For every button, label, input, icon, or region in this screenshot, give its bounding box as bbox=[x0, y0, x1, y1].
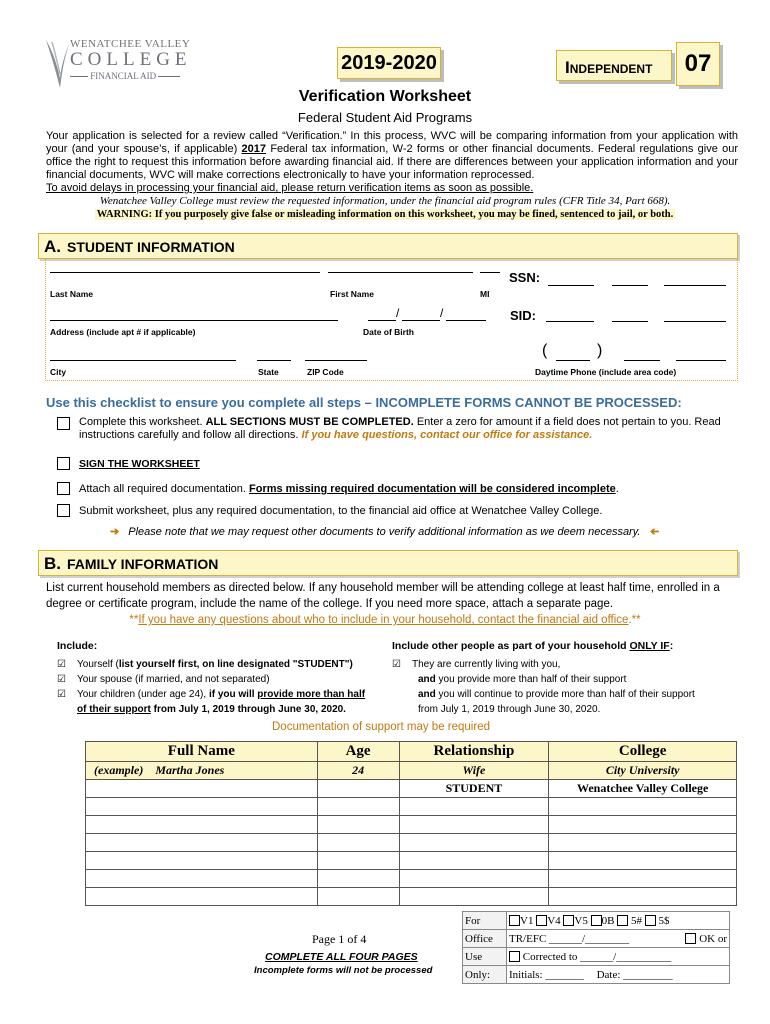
dob-month[interactable] bbox=[368, 320, 396, 321]
checkbox-sign[interactable] bbox=[57, 457, 70, 470]
zip-input[interactable] bbox=[305, 360, 367, 361]
table-row bbox=[86, 870, 737, 888]
logo-swoosh-icon bbox=[42, 38, 72, 90]
ssn-part2[interactable] bbox=[612, 285, 648, 286]
table-row bbox=[86, 798, 737, 816]
phone-part1[interactable] bbox=[624, 360, 660, 361]
family-contact-note: **If you have any questions about who to include in your household, contact the financial aid office.** bbox=[129, 614, 641, 626]
last-name-label: Last Name bbox=[50, 289, 93, 299]
check-icon: ☑ bbox=[57, 689, 66, 700]
table-row-student: STUDENT Wenatchee Valley College bbox=[86, 780, 737, 798]
form-number: 07 bbox=[684, 50, 712, 77]
table-header-row bbox=[86, 742, 737, 762]
logo-line2: COLLEGE bbox=[70, 49, 192, 70]
other-people-label: Include other people as part of your household ONLY IF: bbox=[392, 640, 674, 652]
family-description: List current household members as directed below. If any household member will be attending college at least half time, enrolled in a degree or certificate program, include the name of the college. If you need more space, attach a separate page. bbox=[46, 582, 720, 610]
zip-label: ZIP Code bbox=[307, 367, 344, 377]
checkbox-complete[interactable] bbox=[57, 417, 70, 430]
dob-label: Date of Birth bbox=[363, 327, 414, 337]
table-row bbox=[86, 888, 737, 906]
year-badge bbox=[337, 47, 441, 79]
ssn-part1[interactable] bbox=[548, 285, 594, 286]
family-table bbox=[85, 741, 737, 906]
corrected-checkbox[interactable] bbox=[509, 951, 520, 962]
form-number-badge bbox=[676, 42, 720, 86]
state-input[interactable] bbox=[257, 360, 291, 361]
status-text: INDEPENDENT bbox=[565, 58, 653, 77]
check-icon: ☑ bbox=[57, 674, 66, 685]
intro-italic: Wenatchee Valley College must review the requested information, under the financial aid program rules (CFR Title 34, Part 668). bbox=[99, 195, 671, 207]
check-icon: ☑ bbox=[392, 659, 401, 670]
page-title: Verification Worksheet bbox=[298, 88, 472, 105]
year-text: 2019-2020 bbox=[341, 52, 437, 74]
v1-checkbox[interactable] bbox=[509, 915, 520, 926]
warning-text: WARNING: If you purposely give false or misleading information on this worksheet, you may be fined, sentenced to jail, or both. bbox=[96, 209, 674, 220]
complete-all-pages: COMPLETE ALL FOUR PAGES bbox=[265, 951, 418, 963]
checklist-heading: Use this checklist to ensure you complete all steps – INCOMPLETE FORMS CANNOT BE PROCESSED: bbox=[46, 395, 682, 410]
office-use-box: For V1 V4 V5 0B 5# 5$ Office TR/EFC ______/________ OK or Use Corrected to ______/__________ Only: Initials: _______ Date: _________ bbox=[462, 911, 730, 984]
incomplete-note: Incomplete forms will not be processed bbox=[254, 965, 433, 976]
documentation-note: Documentation of support may be required bbox=[272, 721, 490, 733]
phone-label: Daytime Phone (include area code) bbox=[535, 367, 677, 377]
intro-paragraph: Your application is selected for a review called “Verification.” In this process, WVC will be comparing information from your application with your (and your spouse’s, if applicable) 2017 Federal tax information, W-2 forms or other financial documents. Federal regulations give our office the right to request this information before awarding financial aid. If there are differences between your application information and your financial documents, WVC will make corrections electronically to have your information reprocessed. To avoid delays in processing your financial aid, please return verification items as soon as possible. bbox=[46, 130, 738, 194]
ok-checkbox[interactable] bbox=[685, 933, 696, 944]
table-row bbox=[86, 834, 737, 852]
dob-year[interactable] bbox=[446, 320, 486, 321]
phone-part2[interactable] bbox=[676, 360, 726, 361]
table-row bbox=[86, 852, 737, 870]
page-number: Page 1 of 4 bbox=[312, 932, 367, 946]
arrow-left-icon: ➔ bbox=[649, 526, 659, 538]
col-college: College bbox=[549, 742, 737, 762]
logo-line1: WENATCHEE VALLEY bbox=[70, 38, 191, 50]
logo-line3: FINANCIAL AID bbox=[70, 71, 180, 81]
0b-checkbox[interactable] bbox=[591, 915, 602, 926]
first-name-input[interactable] bbox=[328, 272, 473, 273]
col-full-name: Full Name bbox=[86, 742, 318, 762]
col-relationship: Relationship bbox=[399, 742, 549, 762]
ssn-part3[interactable] bbox=[664, 285, 726, 286]
first-name-label: First Name bbox=[330, 289, 374, 299]
dob-day[interactable] bbox=[402, 320, 440, 321]
mi-input[interactable] bbox=[480, 272, 500, 273]
address-label: Address (include apt # if applicable) bbox=[50, 327, 196, 337]
status-badge bbox=[556, 50, 672, 81]
college-logo bbox=[42, 38, 202, 88]
other-people-list: ☑ They are currently living with you, and you provide more than half of their support and you will continue to provide more than half of their support from July 1, 2019 through June 30, 2020. bbox=[392, 659, 695, 715]
5hash-checkbox[interactable] bbox=[617, 915, 628, 926]
section-b-header: B. FAMILY INFORMATION bbox=[38, 550, 738, 576]
arrow-right-icon: ➔ bbox=[110, 526, 120, 538]
area-code-input[interactable] bbox=[556, 360, 590, 361]
address-input[interactable] bbox=[50, 320, 338, 321]
checkbox-submit[interactable] bbox=[57, 504, 70, 517]
checklist-note: ➔ Please note that we may request other documents to verify additional information as we deem necessary. ➔ bbox=[110, 526, 659, 538]
state-label: State bbox=[258, 367, 279, 377]
include-label: Include: bbox=[57, 640, 98, 652]
sid-part3[interactable] bbox=[664, 321, 726, 322]
section-a-header: A. STUDENT INFORMATION bbox=[38, 233, 738, 259]
sid-part2[interactable] bbox=[612, 321, 648, 322]
v4-checkbox[interactable] bbox=[536, 915, 547, 926]
city-label: City bbox=[50, 367, 67, 377]
5dollar-checkbox[interactable] bbox=[645, 915, 656, 926]
v5-checkbox[interactable] bbox=[563, 915, 574, 926]
checkbox-attach[interactable] bbox=[57, 482, 70, 495]
city-input[interactable] bbox=[50, 360, 236, 361]
col-age: Age bbox=[317, 742, 399, 762]
ssn-label: SSN: bbox=[509, 270, 541, 285]
include-list: ☑ Yourself (list yourself first, on line designated "STUDENT") ☑ Your spouse (if married, and not separated) ☑ Your children (under age 24), if you will provide more than half of their support from July 1, 2019 through June 30, 2020. bbox=[57, 659, 366, 715]
last-name-input[interactable] bbox=[50, 272, 320, 273]
checklist-item-1: Complete this worksheet. ALL SECTIONS MUST BE COMPLETED. Enter a zero for amount if a field does not pertain to you. Read instructions carefully and follow all directions. If you have questions, contact our office for assistance. bbox=[57, 416, 747, 442]
table-row bbox=[86, 816, 737, 834]
table-row-example: (example) Martha Jones 24 Wife City University bbox=[86, 762, 737, 780]
sid-part1[interactable] bbox=[546, 321, 594, 322]
check-icon: ☑ bbox=[57, 659, 66, 670]
mi-label: MI bbox=[480, 289, 490, 299]
page-subtitle: Federal Student Aid Programs bbox=[297, 110, 473, 125]
sid-label: SID: bbox=[510, 308, 536, 323]
